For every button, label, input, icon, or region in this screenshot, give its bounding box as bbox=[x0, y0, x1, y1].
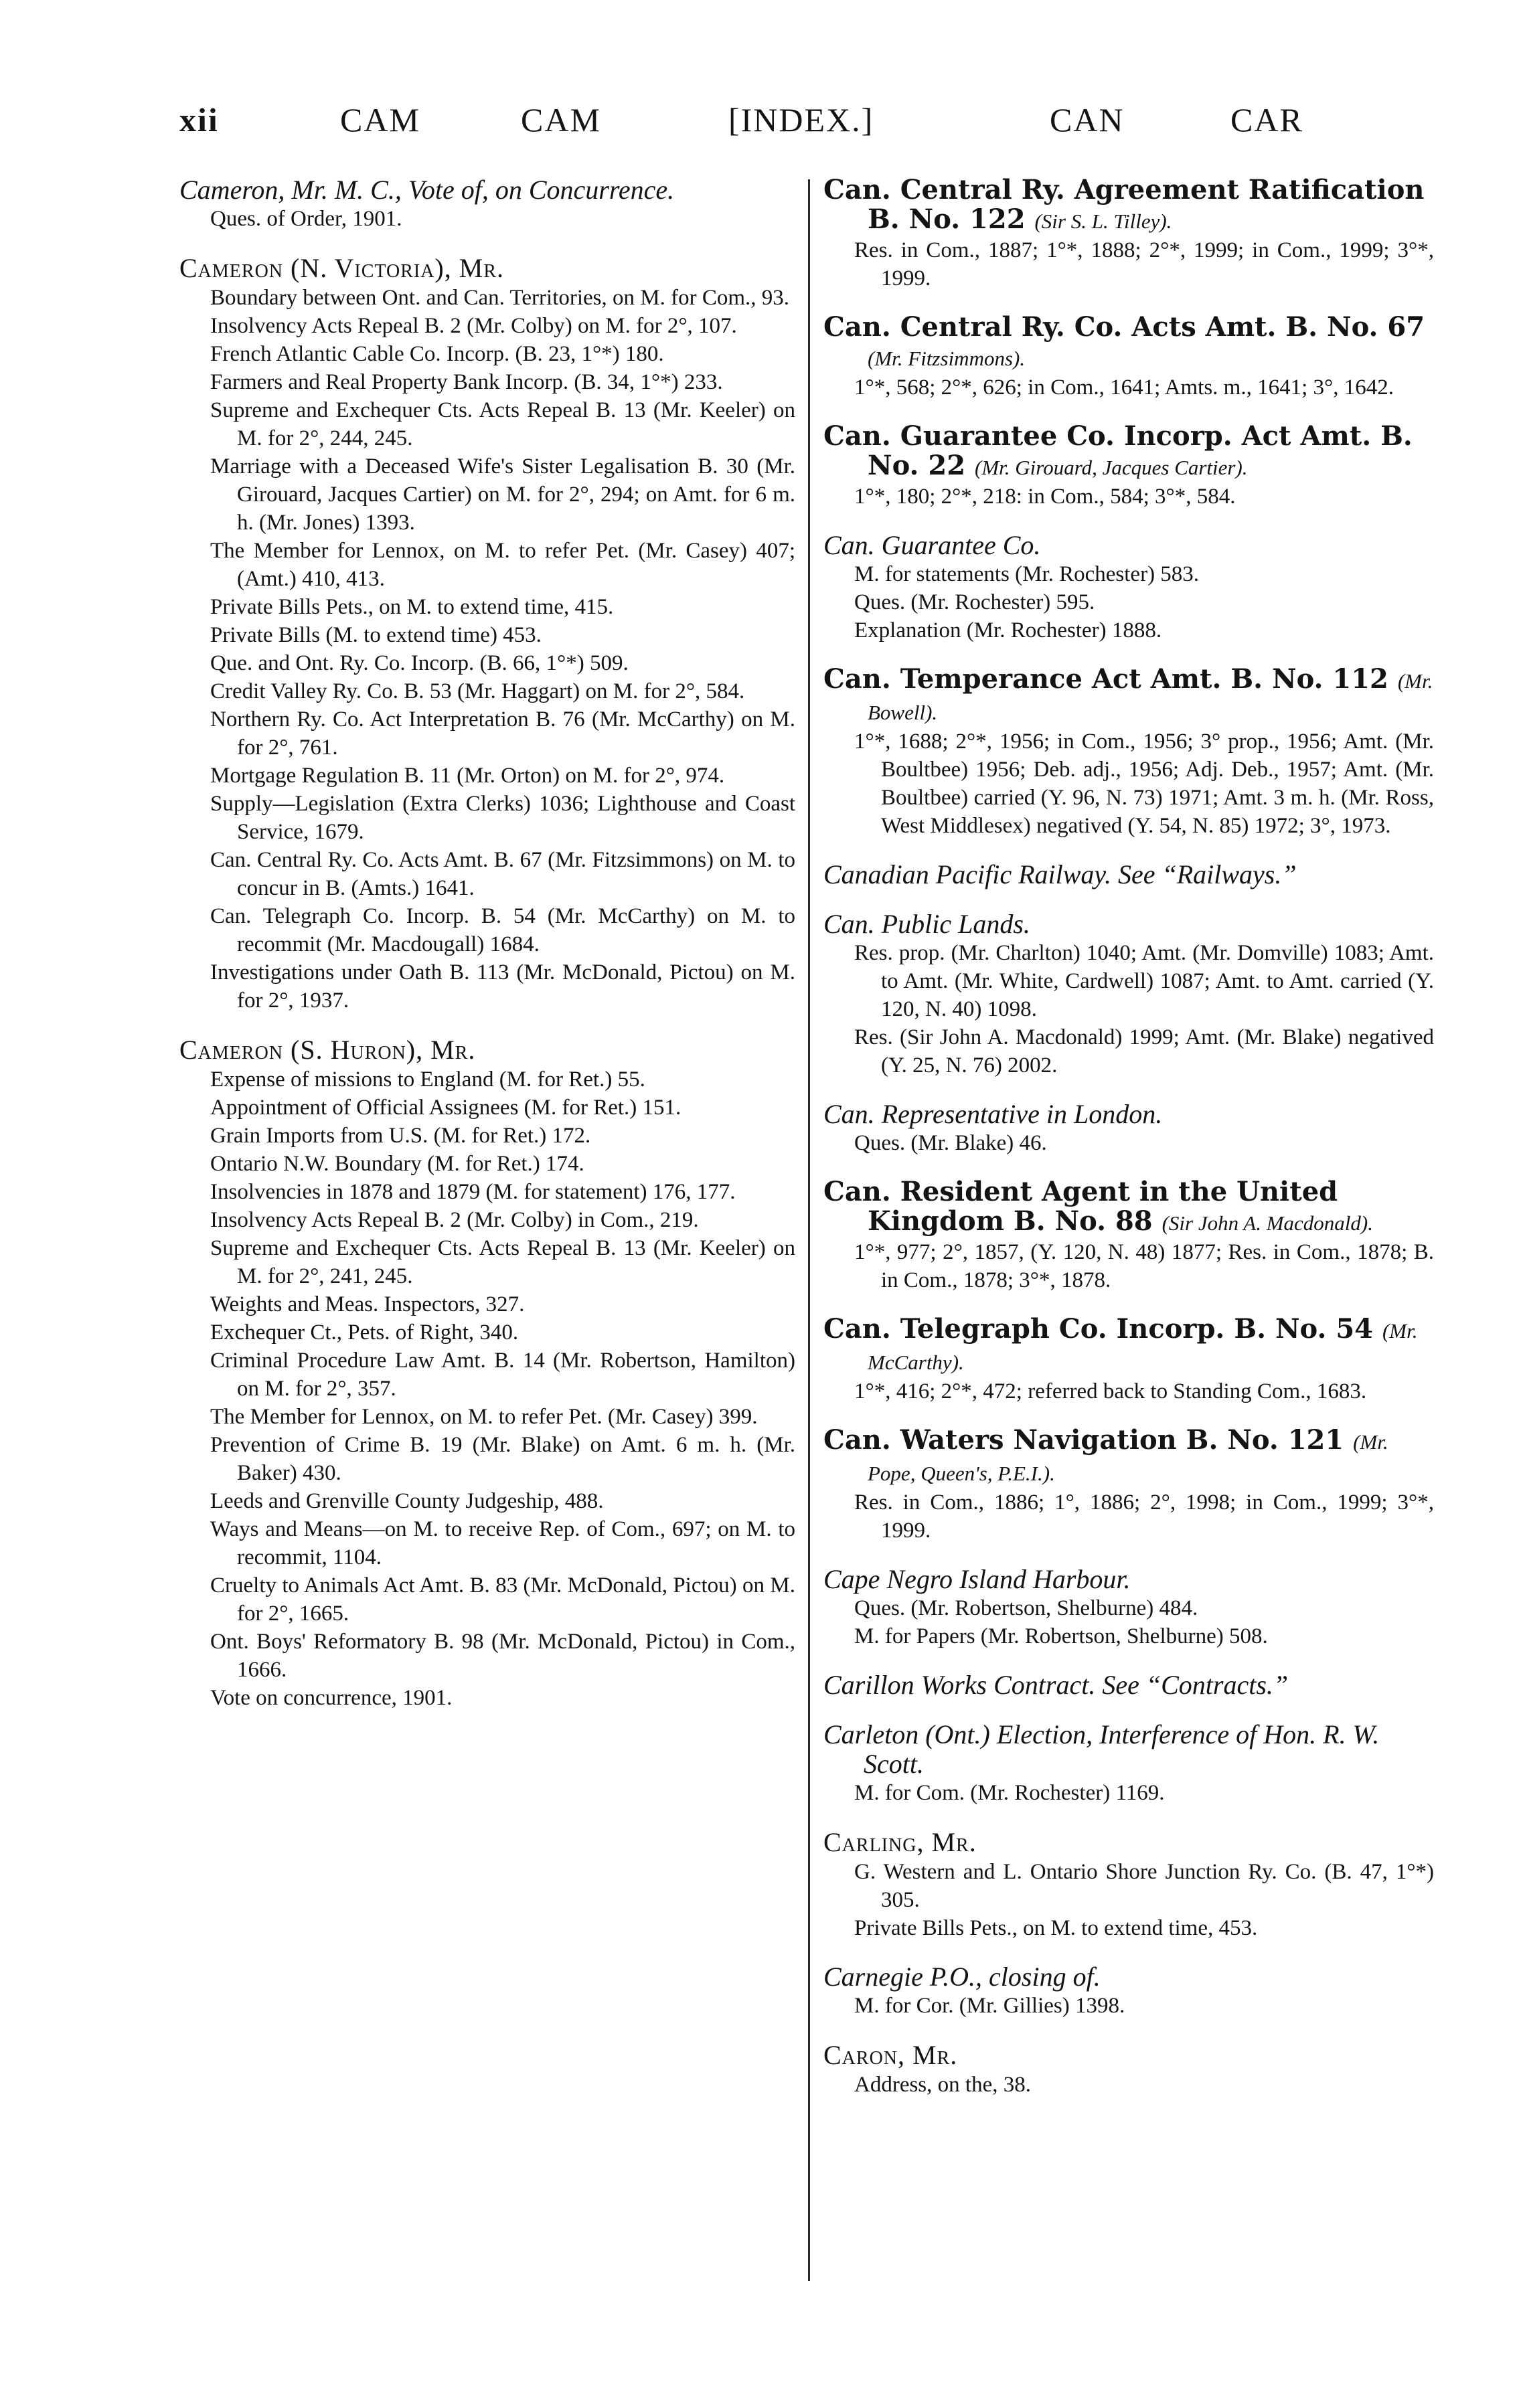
entry-heading bbox=[823, 175, 1434, 236]
entry-subitem: M. for Papers (Mr. Robertson, Shelburne) 508. bbox=[854, 1624, 1268, 1648]
index-entry bbox=[823, 1426, 1434, 1545]
entry-heading-title: Can. Guarantee Co. Incorp. Act Amt. B. No. 22 bbox=[823, 420, 1413, 481]
entry-heading: Canadian Pacific Railway. See “Railways.” bbox=[823, 859, 1297, 889]
guide-word-left-last: CAM bbox=[521, 101, 601, 139]
entry-subitem: Boundary between Ont. and Can. Territories, on M. for Com., 93. bbox=[210, 286, 790, 310]
entry-subitem: 1°*, 180; 2°*, 218: in Com., 584; 3°*, 584. bbox=[854, 485, 1236, 509]
entry-subitem: Vote on concurrence, 1901. bbox=[210, 1686, 453, 1710]
entry-subitem: Mortgage Regulation B. 11 (Mr. Orton) on M. for 2°, 974. bbox=[210, 764, 725, 788]
entry-subitem: Supreme and Exchequer Cts. Acts Repeal B. 13 (Mr. Keeler) on M. for 2°, 244, 245. bbox=[210, 398, 795, 450]
entry-subitem: Ques. (Mr. Robertson, Shelburne) 484. bbox=[854, 1596, 1198, 1620]
entry-heading: Cape Negro Island Harbour. bbox=[823, 1564, 1131, 1594]
entry-subitem: Criminal Procedure Law Amt. B. 14 (Mr. Robertson, Hamilton) on M. for 2°, 357. bbox=[210, 1349, 795, 1401]
entry-subitem: Can. Telegraph Co. Incorp. B. 54 (Mr. McCarthy) on M. to recommit (Mr. Macdougall) 1684. bbox=[210, 904, 795, 956]
entry-subitem: Ont. Boys' Reformatory B. 98 (Mr. McDonald, Pictou) in Com., 1666. bbox=[210, 1630, 795, 1682]
entry-heading-title: Can. Temperance Act Amt. B. No. 112 bbox=[823, 663, 1388, 695]
entry-subitem: Ways and Means—on M. to receive Rep. of Com., 697; on M. to recommit, 1104. bbox=[210, 1517, 795, 1569]
entry-heading-title: Can. Resident Agent in the United Kingdom B. No. 88 bbox=[823, 1176, 1338, 1237]
entry-subitem: Appointment of Official Assignees (M. for Ret.) 151. bbox=[210, 1096, 682, 1120]
entry-subitem: Expense of missions to England (M. for Ret.) 55. bbox=[210, 1067, 645, 1092]
entry-heading-member: (Sir John A. Macdonald). bbox=[1162, 1211, 1373, 1235]
entry-heading: Carnegie P.O., closing of. bbox=[823, 1962, 1101, 1992]
index-entry bbox=[823, 1177, 1434, 1294]
index-entry bbox=[823, 1314, 1434, 1405]
entry-heading: Carillon Works Contract. See “Contracts.” bbox=[823, 1670, 1289, 1700]
entry-subitem: Ques. (Mr. Blake) 46. bbox=[854, 1131, 1047, 1155]
index-entry bbox=[823, 175, 1434, 292]
section-title: [INDEX.] bbox=[728, 101, 874, 139]
entry-heading: Caron, Mr. bbox=[823, 2040, 958, 2070]
guide-word-right-first: CAN bbox=[1050, 101, 1125, 139]
entry-heading bbox=[823, 1177, 1434, 1238]
guide-word-right-last: CAR bbox=[1230, 101, 1303, 139]
entry-subitem: Farmers and Real Property Bank Incorp. (B. 34, 1°*) 233. bbox=[210, 370, 723, 394]
entry-heading bbox=[823, 1426, 1434, 1488]
index-entry bbox=[179, 175, 795, 233]
entry-subitem: Exchequer Ct., Pets. of Right, 340. bbox=[210, 1320, 519, 1345]
entry-subitem: G. Western and L. Ontario Shore Junction Ry. Co. (B. 47, 1°*) 305. bbox=[854, 1860, 1434, 1912]
entry-subitem: Weights and Meas. Inspectors, 327. bbox=[210, 1292, 525, 1316]
entry-subitem: Insolvency Acts Repeal B. 2 (Mr. Colby) in Com., 219. bbox=[210, 1208, 699, 1232]
entry-heading-member: (Mr. McCarthy). bbox=[868, 1319, 1418, 1374]
index-entry bbox=[823, 665, 1434, 840]
entry-subitem: 1°*, 568; 2°*, 626; in Com., 1641; Amts. m., 1641; 3°, 1642. bbox=[854, 375, 1394, 400]
index-entry bbox=[823, 1720, 1434, 1807]
entry-subitem: Ontario N.W. Boundary (M. for Ret.) 174. bbox=[210, 1152, 584, 1176]
entry-subitem: The Member for Lennox, on M. to refer Pet. (Mr. Casey) 407; (Amt.) 410, 413. bbox=[210, 539, 795, 591]
index-entry bbox=[823, 1565, 1434, 1650]
index-entry bbox=[823, 1100, 1434, 1157]
index-entry bbox=[823, 422, 1434, 511]
entry-subitem: Res. in Com., 1886; 1°, 1886; 2°, 1998; in Com., 1999; 3°*, 1999. bbox=[854, 1490, 1434, 1543]
entry-subitem: Explanation (Mr. Rochester) 1888. bbox=[854, 618, 1162, 642]
entry-subitem: Marriage with a Deceased Wife's Sister Legalisation B. 30 (Mr. Girouard, Jacques Cartier) on M. for 2°, 294; on Amt. for 6 m. h. (Mr. Jones) 1393. bbox=[210, 454, 795, 535]
index-entry bbox=[823, 313, 1434, 402]
entry-heading-member: (Mr. Girouard, Jacques Cartier). bbox=[975, 456, 1248, 479]
entry-subitem: Grain Imports from U.S. (M. for Ret.) 172. bbox=[210, 1124, 591, 1148]
entry-subitem: Que. and Ont. Ry. Co. Incorp. (B. 66, 1°*) 509. bbox=[210, 651, 629, 675]
index-entry bbox=[823, 1670, 1434, 1700]
entry-heading: Carleton (Ont.) Election, Interference of Hon. R. W. Scott. bbox=[823, 1719, 1380, 1779]
entry-subitem: Supreme and Exchequer Cts. Acts Repeal B. 13 (Mr. Keeler) on M. for 2°, 241, 245. bbox=[210, 1236, 795, 1288]
entry-subitem: Leeds and Grenville County Judgeship, 488. bbox=[210, 1489, 604, 1513]
index-entry bbox=[823, 531, 1434, 644]
entry-heading: Carling, Mr. bbox=[823, 1827, 977, 1857]
entry-heading-member: (Sir S. L. Tilley). bbox=[1034, 209, 1172, 233]
index-entry bbox=[823, 910, 1434, 1080]
entry-subitem: The Member for Lennox, on M. to refer Pet. (Mr. Casey) 399. bbox=[210, 1405, 758, 1429]
entry-subitem: M. for statements (Mr. Rochester) 583. bbox=[854, 562, 1200, 586]
entry-heading: Can. Representative in London. bbox=[823, 1099, 1163, 1129]
entry-subitem: Prevention of Crime B. 19 (Mr. Blake) on Amt. 6 m. h. (Mr. Baker) 430. bbox=[210, 1433, 795, 1485]
entry-heading-title: Can. Central Ry. Co. Acts Amt. B. No. 67 bbox=[823, 311, 1425, 343]
entry-subitem: Insolvency Acts Repeal B. 2 (Mr. Colby) on M. for 2°, 107. bbox=[210, 314, 737, 338]
entry-subitem: Res. in Com., 1887; 1°*, 1888; 2°*, 1999; in Com., 1999; 3°*, 1999. bbox=[854, 238, 1434, 290]
entry-subitem: Private Bills (M. to extend time) 453. bbox=[210, 623, 542, 647]
entry-subitem: M. for Com. (Mr. Rochester) 1169. bbox=[854, 1781, 1165, 1805]
entry-subitem: Private Bills Pets., on M. to extend time, 453. bbox=[854, 1916, 1258, 1940]
entry-subitem: Supply—Legislation (Extra Clerks) 1036; Lighthouse and Coast Service, 1679. bbox=[210, 792, 795, 844]
entry-subitem: 1°*, 416; 2°*, 472; referred back to Standing Com., 1683. bbox=[854, 1379, 1367, 1403]
entry-subitem: Address, on the, 38. bbox=[854, 2073, 1031, 2097]
entry-heading-member: (Mr. Bowell). bbox=[868, 669, 1433, 724]
entry-heading: Cameron, Mr. M. C., Vote of, on Concurrence. bbox=[179, 175, 675, 205]
index-entry bbox=[179, 1035, 795, 1712]
entry-heading bbox=[823, 1314, 1434, 1377]
entry-heading: Cameron (S. Huron), Mr. bbox=[179, 1035, 476, 1065]
entry-subitem: Private Bills Pets., on M. to extend time, 415. bbox=[210, 595, 614, 619]
entry-heading-member: (Mr. Fitzsimmons). bbox=[868, 347, 1026, 370]
entry-heading-title: Can. Telegraph Co. Incorp. B. No. 54 bbox=[823, 1313, 1373, 1345]
index-entry bbox=[823, 1827, 1434, 1942]
entry-subitem: Ques. of Order, 1901. bbox=[210, 207, 402, 231]
entry-subitem: Credit Valley Ry. Co. B. 53 (Mr. Haggart) on M. for 2°, 584. bbox=[210, 679, 745, 703]
entry-subitem: Northern Ry. Co. Act Interpretation B. 76 (Mr. McCarthy) on M. for 2°, 761. bbox=[210, 707, 795, 760]
index-entry bbox=[179, 253, 795, 1015]
entry-subitem: 1°*, 1688; 2°*, 1956; in Com., 1956; 3° prop., 1956; Amt. (Mr. Boultbee) 1956; Deb. adj., 1956; Adj. Deb., 1957; Amt. (Mr. Boultbee) carried (Y. 96, N. 73) 1971; Amt. 3 m. h. (Mr. Ross, West Middlesex) negatived (Y. 54, N. 85) 1972; 3°, 1973. bbox=[854, 729, 1434, 838]
entry-subitem: Res. prop. (Mr. Charlton) 1040; Amt. (Mr. Domville) 1083; Amt. to Amt. (Mr. White, Cardwell) 1087; Amt. to Amt. carried (Y. 120, N. 40) 1098. bbox=[854, 941, 1434, 1021]
entry-subitem: Ques. (Mr. Rochester) 595. bbox=[854, 590, 1095, 614]
column-divider bbox=[808, 179, 810, 2281]
index-entry bbox=[823, 2040, 1434, 2099]
entry-subitem: 1°*, 977; 2°, 1857, (Y. 120, N. 48) 1877; Res. in Com., 1878; B. in Com., 1878; 3°*, 1878. bbox=[854, 1240, 1434, 1292]
entry-heading-member: (Mr. Pope, Queen's, P.E.I.). bbox=[868, 1430, 1388, 1485]
entry-subitem: Res. (Sir John A. Macdonald) 1999; Amt. (Mr. Blake) negatived (Y. 25, N. 76) 2002. bbox=[854, 1025, 1434, 1078]
right-column bbox=[823, 175, 1434, 2119]
entry-subitem: Can. Central Ry. Co. Acts Amt. B. 67 (Mr. Fitzsimmons) on M. to concur in B. (Amts.) 1641. bbox=[210, 848, 795, 900]
guide-word-left-first: CAM bbox=[340, 101, 420, 139]
entry-heading bbox=[823, 313, 1434, 373]
running-head bbox=[179, 100, 1311, 154]
entry-heading bbox=[823, 665, 1434, 727]
left-column bbox=[179, 175, 795, 1732]
index-entry bbox=[823, 1962, 1434, 2020]
entry-heading bbox=[823, 422, 1434, 483]
entry-subitem: Insolvencies in 1878 and 1879 (M. for statement) 176, 177. bbox=[210, 1180, 736, 1204]
entry-heading-title: Can. Waters Navigation B. No. 121 bbox=[823, 1424, 1344, 1456]
entry-heading-title: Can. Central Ry. Agreement Ratification B. No. 122 bbox=[823, 174, 1425, 235]
entry-heading: Can. Guarantee Co. bbox=[823, 530, 1041, 560]
entry-subitem: M. for Cor. (Mr. Gillies) 1398. bbox=[854, 1994, 1125, 2018]
index-entry bbox=[823, 860, 1434, 889]
entry-subitem: French Atlantic Cable Co. Incorp. (B. 23, 1°*) 180. bbox=[210, 342, 664, 366]
entry-heading: Cameron (N. Victoria), Mr. bbox=[179, 253, 504, 283]
entry-subitem: Investigations under Oath B. 113 (Mr. McDonald, Pictou) on M. for 2°, 1937. bbox=[210, 960, 795, 1013]
page-number: xii bbox=[179, 101, 219, 139]
entry-subitem: Cruelty to Animals Act Amt. B. 83 (Mr. McDonald, Pictou) on M. for 2°, 1665. bbox=[210, 1573, 795, 1626]
entry-heading: Can. Public Lands. bbox=[823, 909, 1030, 939]
